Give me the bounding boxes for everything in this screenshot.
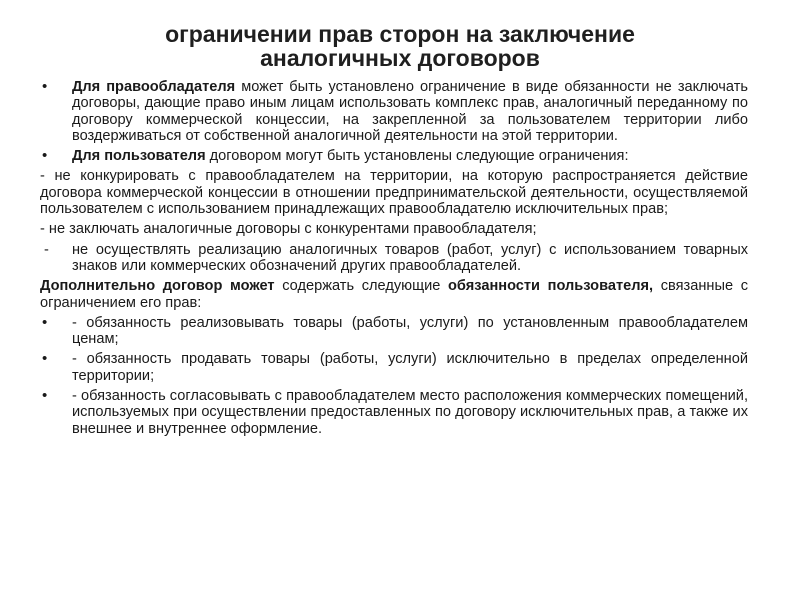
title-line-1: ограничении прав сторон на заключение	[165, 21, 635, 47]
rightholder-label: Для правообладателя	[72, 79, 236, 95]
additional-text-2: связанные с ограничением его прав:	[40, 278, 748, 311]
premises-obligation-item	[40, 388, 748, 437]
additional-label: Дополнительно договор может	[40, 278, 275, 295]
no-similar-goods-text: не осуществлять реализацию аналогичных товаров (работ, услуг) с использованием товарных знаков или коммерческих обозначений других правообладателей.	[72, 241, 748, 274]
user-text: договором могут быть установлены следующие ограничения:	[205, 148, 629, 165]
territory-obligation-item	[40, 351, 748, 384]
price-obligation-item	[40, 315, 748, 348]
price-obligation-text: - обязанность реализовывать товары (работы, услуги) по установленным правообладателем ценам;	[72, 314, 748, 348]
no-similar-goods-item	[40, 242, 748, 275]
title-line-2: аналогичных договоров	[260, 45, 540, 71]
additional-text-1: содержать следующие	[274, 278, 449, 295]
user-obligations-label: обязанности пользователя,	[448, 278, 654, 295]
user-restriction-item	[40, 148, 748, 164]
no-similar-contracts-paragraph: - не заключать аналогичные договоры с конкурентами правообладателя;	[40, 221, 537, 238]
slide-content	[40, 79, 748, 441]
additional-obligations-paragraph	[40, 278, 748, 311]
rightholder-text: может быть установлено ограничение в виде обязанности не заключать договоры, дающие право иным лицам использовать комплекс прав, аналогичный переданному по договору коммерческой концессии, на закрепленной за пользователем территории либо воздерживаться от собственной аналогичной деятельности на этой территории.	[72, 79, 748, 144]
slide-title	[0, 22, 800, 70]
user-label: Для пользователя	[72, 148, 206, 165]
premises-obligation-text: - обязанность согласовывать с правообладателем место расположения коммерческих помещений, используемых при осуществлении предоставленных по договору исключительных прав, а также их внешнее и внутреннее оформление.	[72, 388, 748, 437]
no-compete-paragraph: - не конкурировать с правообладателем на территории, на которую распространяется действие договора коммерческой концессии в отношении предпринимательской деятельности, осуществляемой пользователем с использованием принадлежащих правообладателю исключительных прав;	[40, 168, 748, 218]
rightholder-restriction-item	[40, 79, 748, 144]
territory-obligation-text: - обязанность продавать товары (работы, услуги) исключительно в пределах определенной территории;	[72, 351, 748, 384]
